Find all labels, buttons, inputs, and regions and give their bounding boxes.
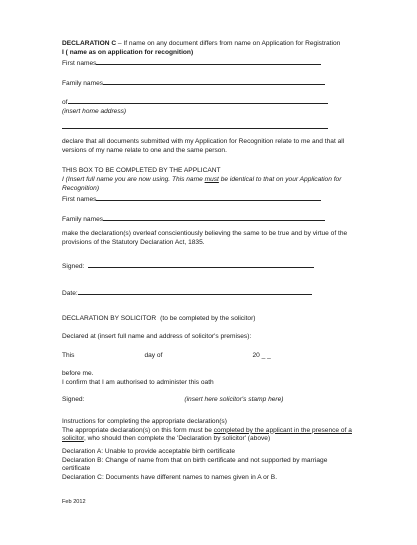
declare-statement: declare that all documents submitted with my Application for Recognition relate to me and that all versions of my name relate to one and the same person. <box>62 138 345 154</box>
applicant-signature-field[interactable] <box>88 260 314 268</box>
instructions-text <box>62 427 352 444</box>
family-names-label: Family names <box>62 79 104 87</box>
day-of-label: day of <box>144 351 163 359</box>
first-names-field[interactable] <box>96 57 321 65</box>
before-me-label: before me. <box>62 370 94 378</box>
declaration-b-description: Declaration B: Change of name from that on birth certificate and not supported by marriage certificate <box>62 456 328 473</box>
make-declaration-statement: make the declaration(s) overleaf conscientiously believing the same to be true and by virtue of the provisions of the Statutory Declaration Act, 1835. <box>62 230 348 246</box>
applicant-instruction-must: must <box>204 175 219 183</box>
applicant-first-names-row <box>62 193 362 205</box>
applicant-date-field[interactable] <box>78 287 312 295</box>
footer-date: Feb 2012 <box>62 499 86 506</box>
year-field[interactable]: 20 _ _ <box>252 351 271 359</box>
of-label: of <box>62 99 68 107</box>
this-label: This <box>62 351 75 359</box>
declaration-form <box>62 40 362 507</box>
address-field-2[interactable] <box>62 121 328 129</box>
solicitor-heading-note: (to be completed by the solicitor) <box>160 314 256 322</box>
name-as-application-label: I ( name as on application for recognition) <box>62 48 194 56</box>
applicant-family-names-label: Family names <box>62 215 104 223</box>
declared-at-label: Declared at (insert full name and address of solicitor's premises): <box>62 333 252 341</box>
declaration-c-title: DECLARATION C <box>62 40 117 47</box>
applicant-date-label: Date: <box>62 290 78 298</box>
family-names-row <box>62 77 362 89</box>
applicant-date-row <box>62 287 362 299</box>
solicitor-heading-row <box>62 315 362 324</box>
applicant-instruction <box>62 176 357 193</box>
applicant-family-names-field[interactable] <box>103 213 325 221</box>
instructions-heading: Instructions for completing the appropriate declaration(s) <box>62 418 227 426</box>
instructions-post: , who should then complete the 'Declaration by solicitor' (above) <box>84 435 271 443</box>
declaration-c-description: Declaration C: Documents have different names to names given in A or B. <box>62 473 278 481</box>
declaration-c-subtitle: – If name on any document differs from name on Application for Registration <box>116 40 341 47</box>
instructions-presence-solicitor: completed by the applicant in the presence of a solicitor <box>62 426 352 443</box>
date-sworn-row <box>62 352 362 361</box>
declaration-a-description: Declaration A: Unable to provide acceptable birth certificate <box>62 448 235 456</box>
applicant-first-names-field[interactable] <box>96 193 321 201</box>
authorised-confirmation: I confirm that I am authorised to administer this oath <box>62 379 214 387</box>
first-names-label: First names <box>62 60 97 68</box>
solicitor-signed-row <box>62 396 362 405</box>
applicant-signed-row <box>62 260 362 272</box>
instructions-pre: The appropriate declaration(s) on this form must be <box>62 426 214 434</box>
applicant-instruction-post: be identical to that on your Application for Recognition) <box>62 175 342 192</box>
home-address-hint: (insert home address) <box>62 107 127 115</box>
applicant-family-names-row <box>62 213 362 225</box>
address-row <box>62 96 362 108</box>
solicitor-stamp-hint: (insert here solicitor's stamp here) <box>184 395 284 403</box>
address-field-1[interactable] <box>68 96 328 104</box>
applicant-instruction-pre: I (Insert full name you are now using. This name <box>62 175 205 183</box>
applicant-first-names-label: First names <box>62 196 97 204</box>
applicant-box-heading: THIS BOX TO BE COMPLETED BY THE APPLICANT <box>62 167 221 175</box>
family-names-field[interactable] <box>103 77 325 85</box>
declaration-c-heading <box>62 40 362 49</box>
first-names-row <box>62 57 362 69</box>
solicitor-signed-label[interactable]: Signed: <box>62 395 85 403</box>
applicant-signed-label: Signed: <box>62 262 85 270</box>
solicitor-heading: DECLARATION BY SOLICITOR <box>62 314 157 322</box>
